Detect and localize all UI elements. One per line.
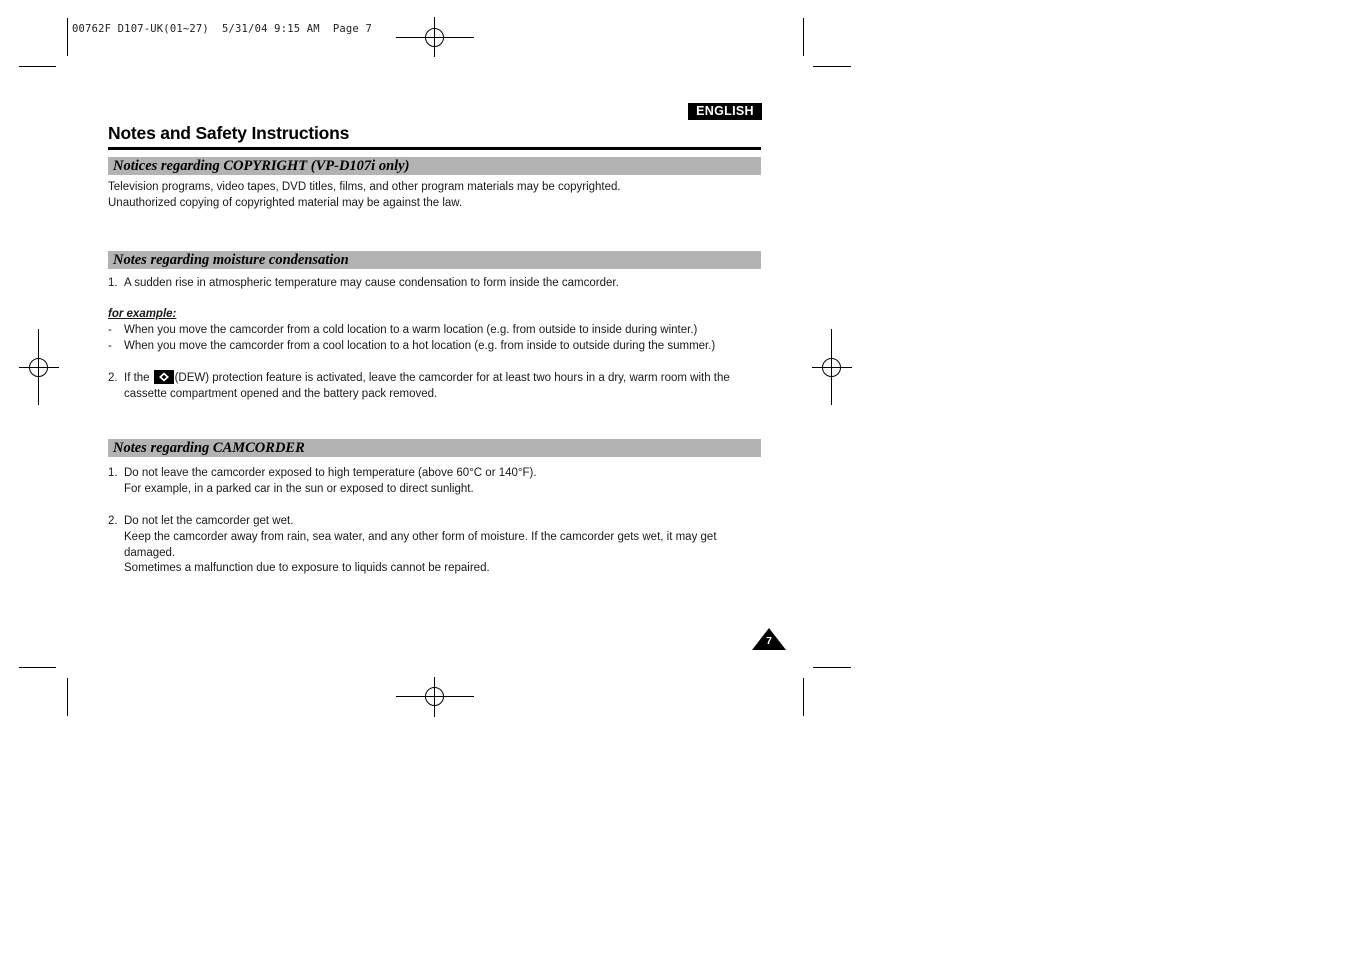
page-title: Notes and Safety Instructions: [108, 123, 350, 143]
printer-slug: 00762F D107-UK(01~27) 5/31/04 9:15 AM Page 7: [72, 23, 372, 35]
list-number: 2.: [108, 515, 118, 527]
list-number: 1.: [108, 277, 118, 289]
title-rule: [108, 147, 761, 150]
crop-mark: [19, 667, 56, 668]
list-item-continuation: Keep the camcorder away from rain, sea water, and any other form of moisture. If the camcorder gets wet, it may get: [124, 531, 717, 543]
list-item-continuation: For example, in a parked car in the sun or exposed to direct sunlight.: [124, 483, 474, 495]
list-item: Do not leave the camcorder exposed to high temperature (above 60°C or 140°F).: [124, 467, 537, 479]
list-item-continuation: cassette compartment opened and the battery pack removed.: [124, 388, 438, 400]
list-item-continuation: Sometimes a malfunction due to exposure to liquids cannot be repaired.: [124, 562, 490, 574]
list-number: 2.: [108, 372, 118, 384]
bullet-dash: -: [108, 340, 112, 352]
crop-mark: [19, 66, 56, 67]
copyright-line: Unauthorized copying of copyrighted material may be against the law.: [108, 197, 463, 209]
crop-mark: [67, 18, 68, 56]
bullet-dash: -: [108, 324, 112, 336]
list-item: A sudden rise in atmospheric temperature may cause condensation to form inside the camcorder.: [124, 277, 619, 289]
page-number-label: 7: [766, 635, 772, 647]
crop-mark: [813, 667, 851, 668]
section-heading-moisture: Notes regarding moisture condensation: [108, 251, 761, 269]
page-number: [752, 628, 786, 650]
copyright-line: Television programs, video tapes, DVD titles, films, and other program materials may be copyrighted.: [108, 181, 621, 193]
section-heading-camcorder: Notes regarding CAMCORDER: [108, 439, 761, 457]
language-badge: ENGLISH: [688, 103, 762, 120]
list-item: Do not let the camcorder get wet.: [124, 515, 294, 527]
example-bullet: When you move the camcorder from a cool location to a hot location (e.g. from inside to outside during the summer.): [124, 340, 716, 352]
dew-warning-icon: [154, 370, 174, 384]
crop-mark: [67, 678, 68, 716]
crop-mark: [803, 18, 804, 56]
crop-mark: [803, 678, 804, 716]
example-bullet: When you move the camcorder from a cold location to a warm location (e.g. from outside to inside during winter.): [124, 324, 698, 336]
list-item: [124, 370, 730, 386]
list-item-text: If the: [124, 372, 150, 384]
example-label: for example:: [108, 308, 177, 320]
list-item-continuation: damaged.: [124, 547, 176, 559]
registration-mark-icon: [396, 17, 474, 57]
section-heading-copyright: Notices regarding COPYRIGHT (VP-D107i only): [108, 157, 761, 175]
crop-mark: [813, 66, 851, 67]
list-number: 1.: [108, 467, 118, 479]
registration-mark-icon: [812, 329, 852, 405]
registration-mark-icon: [19, 329, 59, 405]
registration-mark-icon: [396, 677, 474, 717]
list-item-text: (DEW) protection feature is activated, leave the camcorder for at least two hours in a dry, warm room with the: [174, 372, 730, 384]
